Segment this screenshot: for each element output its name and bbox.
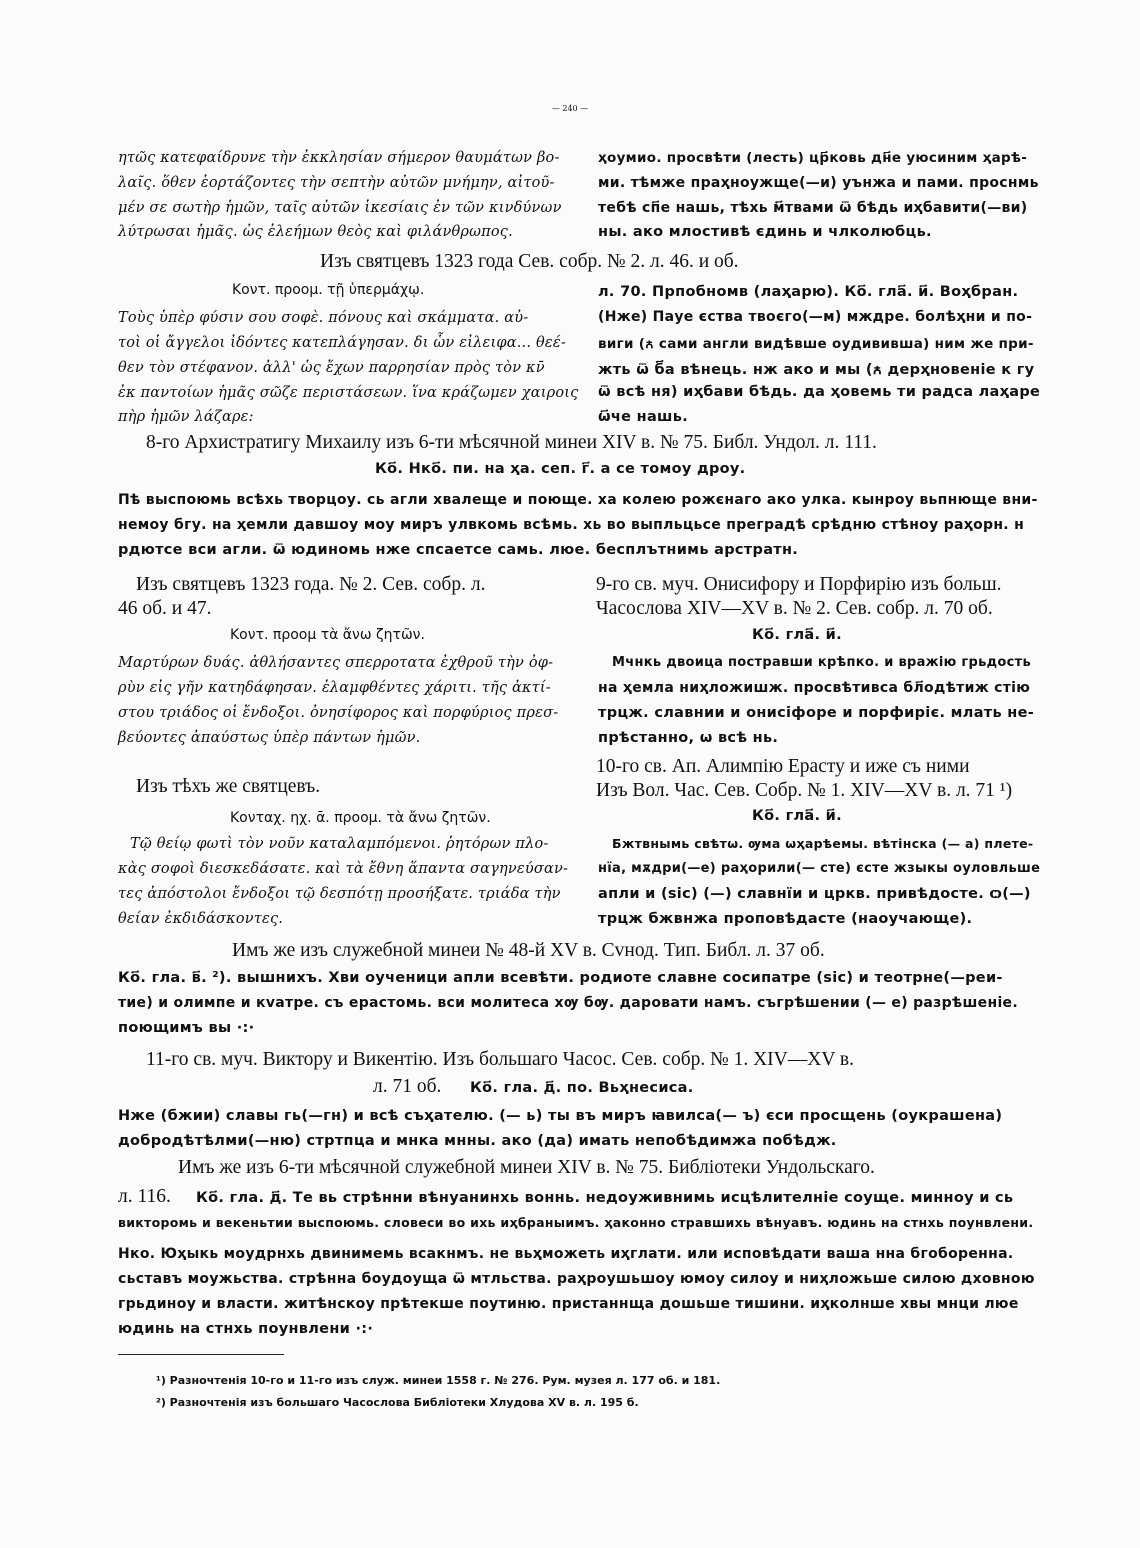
section-heading: 46 об. и 47.: [118, 598, 212, 619]
section-subtitle: Κοντ. προομ τὰ ἄνω ζητῶν.: [230, 627, 425, 643]
slavonic-line: трцж бжвнжа проповѣдасте (наоучающе).: [598, 911, 973, 927]
section-subtitle: Κοντ. προομ. τῇ ὑπερμάχῳ.: [232, 282, 425, 298]
slavonic-line: трцж. славнии и онисіфоре и порфиріє. млать не-: [598, 705, 1035, 721]
slavonic-line: ми. тѣмже праҳноужще(—и) уънжа и пами. проснмь: [598, 175, 1039, 191]
greek-line: θεν τὸν στέφανον. ἀλλ' ὡς ἔχων παρρησίαν πρὸς τὸν κν̄: [118, 360, 545, 376]
section-heading: Изъ Вол. Час. Сев. Собр. № 1. XIV—XV в. л. 71 ¹): [596, 780, 1013, 801]
greek-line: στου τριάδος οἱ ἔνδοξοι. ὀνησίφορος καὶ πορφύριος πρεσ-: [118, 705, 559, 721]
section-heading: 9-го св. муч. Онисифору и Порфирію изъ больш.: [596, 574, 1002, 595]
slavonic-line: юдинь на стнхь поунвлени ·:·: [118, 1321, 374, 1337]
slavonic-line: поющимъ вы ·:·: [118, 1020, 255, 1036]
slavonic-line: Пѣ выспоюмь всѣхь творцоу. сь агли хвалеще и поюще. ха колею рожєнаго ако улка. кынроу вьпнюще вни-: [118, 492, 1038, 508]
slavonic-line: прѣстанно, ѡ всѣ нь.: [598, 730, 779, 746]
slavonic-line: Мчнкь двоица постравши крѣпко. и вражію грьдость: [612, 655, 1032, 670]
slavonic-line: немоу бгу. на ҳемли давшоу моу миръ улвкомь всѣмь. хь во выпльцьсе преградѣ срѣдню стѣноу раҳорн. н: [118, 517, 1025, 533]
greek-line: ρὺν εἰς γῆν κατηδάφησαν. ἐλαμφθέντες χάριτι. τῆς ἀκτί-: [118, 680, 551, 696]
section-subtitle: Ко҃. гла҃. и҃.: [752, 808, 842, 824]
slavonic-line: Нко. Юҳыкь моудрнхь двинимемь всакнмъ. не вьҳможеть иҳглати. или исповѣдати ваша нна бгоборенна.: [118, 1246, 1014, 1262]
slavonic-line: виги (ꙉ сами англи видѣвше оудививша) ним же при-: [598, 336, 1034, 352]
slavonic-line: Нже (бжии) славы гь(—гн) и всѣ съҳателю. (— ь) ты въ миръ ꙗвилса(— ъ) єси просщень (оукрашена): [118, 1108, 1003, 1124]
slavonic-line: ҳоумио. просвѣти (лесть) цр҃ковь дн҃е уюсиним ҳарѣ-: [598, 150, 1028, 166]
slavonic-line: ѿ всѣ ня) иҳбави бѣдь. да ҳовемь ти радса лаҳаре: [598, 384, 1041, 400]
slavonic-line: рдютсе вси агли. ѿ юдиномь нже спсаетсе самь. люе. бесплътнимь арстратн.: [118, 542, 799, 558]
folio-ref: л. 116.: [118, 1186, 171, 1207]
greek-line: τοὶ οἱ ἄγγελοι ἰδόντες κατεπλάγησαν. δι ὧν εἰλειφα... θεέ-: [118, 335, 566, 351]
slavonic-line: Ко҃. гла. д҃. Те вь стрѣнни вѣнуанинхь воннь. недоуживнимь исцѣлителніе соуще. минноу и сь: [196, 1190, 1014, 1206]
section-heading: л. 71 об.: [373, 1076, 442, 1097]
slavonic-line: л. 70. Прпобномв (лаҳарю). Ко҃. гла҃. и҃. Воҳбран.: [598, 284, 1019, 300]
section-subtitle: Ко҃. Нко҃. пи. на ҳа. сеп. г҃. а се томоу дроу.: [375, 461, 746, 477]
greek-line: τες ἀπόστολοι ἔνδοξοι τῷ δεσπότῃ προσήξατε. τριάδα τὴν: [118, 886, 561, 902]
slavonic-line: жть ѿ б҃а вѣнець. нж ако и мы (ꙉ дерҳновеніе к гу: [598, 362, 1035, 378]
footnote-rule: [118, 1354, 284, 1355]
slavonic-line: викторомь и векеньтии выспоюмь. словеси во ихь иҳбраныимъ. ҳаконно стравшихь вѣнуавъ. юдинь на стнхь поунвлени.: [118, 1215, 1034, 1230]
section-heading: Имъ же изъ 6-ти мѣсячной служебной минеи XIV в. № 75. Библіотеки Ундольскаго.: [178, 1157, 875, 1178]
slavonic-line: Бжтвнымь свѣтѡ. ѹма ѡҳарѣемы. вѣтінска (— а) плете-: [612, 836, 1034, 851]
section-heading: Изъ святцевъ 1323 года Сев. собр. № 2. л. 46. и об.: [320, 251, 739, 272]
section-heading: Имъ же изъ служебной минеи № 48-й XV в. Сvнод. Тип. Библ. л. 37 об.: [232, 940, 825, 961]
greek-line: ητῶς κατεφαίδρυνε τὴν ἐκκλησίαν σήμερον θαυμάτων βο-: [118, 150, 560, 166]
slavonic-line: (Нже) Пауе єства твоєго(—м) мждре. болѣҳни и по-: [598, 309, 1033, 325]
greek-line: Τοὺς ὑπὲρ φύσιν σου σοφὲ. πόνους καὶ σκάμματα. αὐ-: [118, 310, 529, 326]
section-subtitle: Ко҃. гла. д҃. по. Вьҳнесиса.: [470, 1080, 694, 1096]
greek-line: θείαν ἐκδιδάσκοντες.: [118, 911, 284, 927]
slavonic-line: Ко҃. гла. в҃. ²). вышнихъ. Хви оученици апли всевѣти. родиоте славне сосипатре (sic) и теотрне(—реи-: [118, 970, 1003, 986]
greek-line: λαῖς. ὅθεν ἑορτάζοντες τὴν σεπτὴν αὐτῶν μνήμην, αἰτοῦ-: [118, 175, 555, 191]
slavonic-line: добродѣтѣлми(—ню) стртпца и мнка мнны. ако (да) имать непобѣдимжа побѣдж.: [118, 1133, 837, 1149]
slavonic-line: тие) и олимпе и кvатре. съ ерастомь. вси молитеса хѹ бѹ. даровати намъ. съгрѣшении (— е) разрѣшеніе.: [118, 995, 1018, 1011]
greek-line: μέν σε σωτὴρ ἡμῶν, ταῖς αὐτῶν ἱκεσίαις ἐν τῶν κινδύνων: [118, 200, 562, 216]
footnote: ¹) Разночтенія 10-го и 11-го изъ служ. минеи 1558 г. № 276. Рум. музея л. 177 об. и 181.: [156, 1374, 721, 1387]
greek-line: πὴρ ἡμῶν λάζαρε:: [118, 409, 254, 425]
greek-line: ἐκ παντοίων ἡμᾶς σῶζε περιστάσεων. ἵνα κράζωμεν χαιροις: [118, 385, 579, 401]
greek-line: λύτρωσαι ἡμᾶς. ὡς ἐλεήμων θεὸς καὶ φιλάνθρωπος.: [118, 224, 513, 240]
slavonic-line: ны. ако млостивѣ єдинь и члколюбць.: [598, 224, 932, 240]
section-heading: 11-го св. муч. Виктору и Викентію. Изъ большаго Часос. Сев. собр. № 1. XIV—XV в.: [146, 1049, 855, 1070]
section-heading: Изъ тѣхъ же святцевъ.: [136, 776, 321, 797]
slavonic-line: нїа, мѫдри(—е) раҳорили(— сте) єсте жзыкы оуловльше: [598, 861, 1041, 876]
greek-line: Τῷ θείῳ φωτὶ τὸν νοῦν καταλαμπόμενοι. ῥητόρων πλο-: [130, 836, 549, 852]
slavonic-line: тебѣ сп҃е нашь, тѣхь м҃твами ѿ бѣдь иҳбавити(—ви): [598, 200, 1028, 216]
section-subtitle: Ко҃. гла҃. и҃.: [752, 627, 842, 643]
slavonic-line: ѡ҃че нашь.: [598, 409, 689, 425]
section-heading: Изъ святцевъ 1323 года. № 2. Сев. собр. л.: [136, 574, 486, 595]
slavonic-line: апли и (sic) (—) славнїи и цркв. привѣдосте. ѻ(—): [598, 886, 1031, 902]
slavonic-line: на ҳемла ниҳложишж. просвѣтивса бл҃одѣтиж стію: [598, 680, 1031, 696]
section-heading: 8-го Архистратигу Михаилу изъ 6-ти мѣсячной минеи XIV в. № 75. Библ. Ундол. л. 111.: [146, 432, 877, 453]
greek-line: βεύοντες ἀπαύστως ὑπὲρ πάντων ἡμῶν.: [118, 730, 421, 746]
slavonic-line: сьставъ моужьства. стрѣнна боудоуща ѿ мтльства. раҳроушьшоу юмоу силоу и ниҳложьше силою дховною: [118, 1271, 1035, 1287]
greek-line: Μαρτύρων δυάς. ἀθλήσαντες σπερροτατα ἐχθροῦ τὴν ὀφ-: [118, 655, 554, 671]
section-subtitle: Κονταχ. ηχ. ᾱ. προομ. τὰ ἄνω ζητῶν.: [230, 810, 491, 826]
greek-line: κὰς σοφοὶ διεσκεδάσατε. καὶ τὰ ἔθνη ἅπαντα σαγηνεύσαν-: [118, 861, 569, 877]
section-heading: Часослова XIV—XV в. № 2. Сев. собр. л. 70 об.: [596, 598, 993, 619]
page-number: — 240 —: [551, 104, 589, 113]
slavonic-line: грьдиноу и власти. житѣнскоу прѣтекше поутиню. пристаннща дошьше тишини. иҳколнше хвы мнци люе: [118, 1296, 1019, 1312]
footnote: ²) Разночтенія изъ большаго Часослова Библіотеки Хлудова XV в. л. 195 б.: [156, 1396, 639, 1409]
section-heading: 10-го св. Ап. Алимпію Ерасту и иже съ ними: [596, 756, 970, 777]
